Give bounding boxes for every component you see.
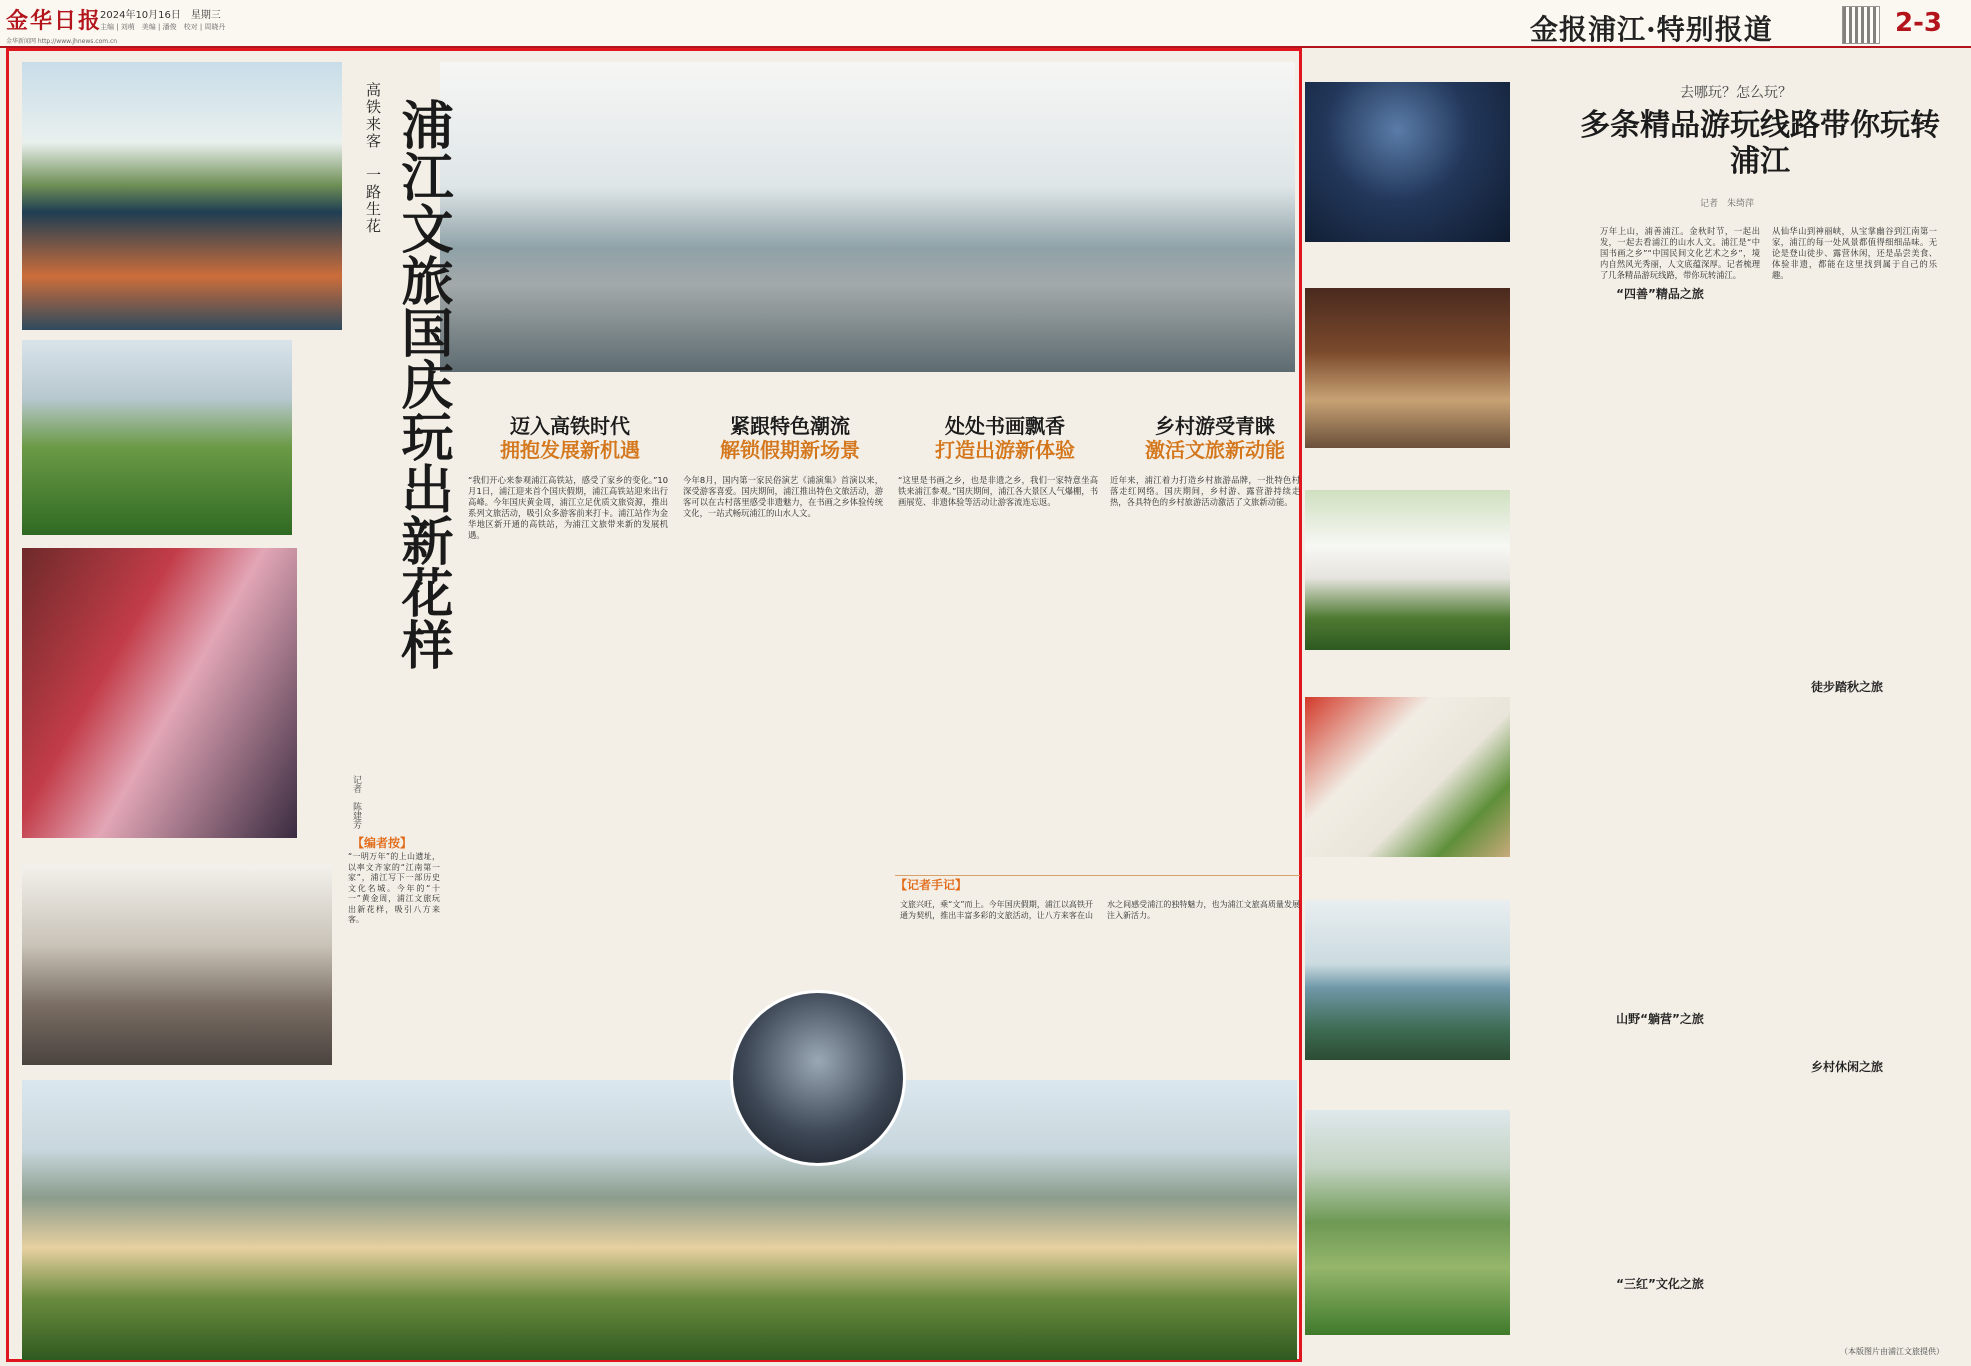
photo-pujiang-railway-station	[440, 62, 1295, 372]
section-title: 金报浦江·特别报道	[1530, 13, 1773, 46]
article-kicker: 高铁来客 一路生花	[364, 82, 382, 235]
main-headline: 浦江文旅国庆玩出新花样	[392, 98, 453, 670]
newspaper-logo: 金华日报	[6, 8, 103, 34]
editor-note-label: 【编者按】	[352, 836, 413, 850]
right-article-byline: 记者 朱绮萍	[1700, 199, 1755, 209]
right-body-column-b: 从仙华山到神丽峡，从宝掌幽谷到江南第一家，浦江的每一处风景都值得细细品味。无论是登山徒步、露营休闲，还是品尝美食、体验非遗，都能在这里找到属于自己的乐趣。	[1772, 226, 1937, 280]
photo-farmland-aerial	[1305, 1110, 1510, 1335]
route-subhead-3: “三红”文化之旅	[1616, 1277, 1704, 1291]
qr-code-icon	[1842, 6, 1880, 44]
section-head-3	[905, 414, 1105, 462]
photo-camping-tents	[1305, 490, 1510, 650]
section-head-1	[470, 414, 670, 462]
photo-costumed-performers	[22, 548, 297, 838]
body-text-column-2: 今年8月，国内第一家民俗演艺《浦演集》首演以来，深受游客喜爱。国庆期间，浦江推出特色文旅活动，游客可以在古村落里感受非遗魅力，在书画之乡体验传统文化，一站式畅玩浦江的山水人文。	[683, 475, 883, 518]
section-head-line2: 拥抱发展新机遇	[500, 438, 640, 462]
publication-date: 2024年10月16日 星期三	[100, 10, 221, 21]
section-head-2	[690, 414, 890, 462]
photo-ancestral-hall-interior	[1305, 288, 1510, 448]
editor-note-text: “一明万年”的上山遗址，以率文齐家的“江南第一家”，浦江写下一部历史文化名城。今年的“十一”黄金周，浦江文旅玩出新花样，吸引八方来客。	[348, 852, 440, 925]
route-subhead-2: 山野“躺营”之旅	[1616, 1012, 1704, 1026]
section-head-line2: 打造出游新体验	[935, 438, 1075, 462]
photo-city-panorama-pagoda	[22, 1080, 1297, 1360]
section-head-line2: 激活文旅新动能	[1145, 438, 1285, 462]
section-head-line1: 紧跟特色潮流	[730, 414, 850, 438]
photo-singer-circle	[730, 990, 906, 1166]
masthead	[0, 0, 1971, 48]
body-text-column-3: “这里是书画之乡，也是非遗之乡，我们一家特意坐高铁来浦江参观。”国庆期间，浦江各大景区人气爆棚，书画展览、非遗体验等活动让游客流连忘返。	[898, 475, 1098, 507]
photo-local-noodles	[1305, 697, 1510, 857]
website-url: 金华新闻网 http://www.jhnews.com.cn	[6, 38, 118, 45]
body-text-column-4: 近年来，浦江着力打造乡村旅游品牌，一批特色村落走红网络。国庆期间，乡村游、露营游持续走热，各具特色的乡村旅游活动激活了文旅新动能。	[1110, 475, 1300, 507]
right-body-column-a: 万年上山，浦善浦江。金秋时节，一起出发，一起去看浦江的山水人文。浦江是“中国书画之乡”“中国民间文化艺术之乡”，境内自然风光秀丽，人文底蕴深厚。记者梳理了几条精品游玩线路，带你玩转浦江。	[1600, 226, 1760, 280]
route-subhead-1: “四善”精品之旅	[1616, 287, 1704, 301]
reporter-note-text: 文旅兴旺，乘“文”而上。今年国庆假期，浦江以高铁开通为契机，推出丰富多彩的文旅活动，让八方来客在山水之间感受浦江的独特魅力，也为浦江文旅高质量发展注入新活力。	[900, 900, 1300, 920]
section-head-line2: 解锁假期新场景	[720, 438, 860, 462]
page-number: 2-3	[1895, 8, 1942, 38]
right-article-kicker: 去哪玩？怎么玩？	[1680, 85, 1792, 101]
photo-credit-footer: （本版图片由浦江文旅提供）	[1840, 1347, 1944, 1356]
section-head-4	[1115, 414, 1315, 462]
right-article-headline: 多条精品游玩线路带你玩转浦江	[1580, 108, 1940, 179]
photo-village-reflection	[22, 62, 342, 330]
reporter-note-label: 【记者手记】	[895, 878, 968, 892]
section-head-line1: 迈入高铁时代	[510, 414, 630, 438]
article-byline: 记者 陈建芳	[351, 775, 361, 829]
section-head-line1: 处处书画飘香	[945, 414, 1065, 438]
section-head-line1: 乡村游受青睐	[1155, 414, 1275, 438]
route-subhead-4: 徒步踏秋之旅	[1810, 680, 1883, 694]
route-subhead-5: 乡村休闲之旅	[1810, 1060, 1883, 1074]
body-text-column-1: “我们开心来参观浦江高铁站，感受了家乡的变化。”10月1日，浦江迎来首个国庆假期，浦江高铁站迎来出行高峰。今年国庆黄金周，浦江立足优质文旅资源，推出系列文旅活动，吸引众多游客前来打卡。浦江站作为金华地区新开通的高铁站，为浦江文旅带来新的发展机遇。	[468, 475, 668, 540]
photo-star-trails	[1305, 82, 1510, 242]
photo-tea-plantation	[22, 340, 292, 535]
editor-credits: 主编 | 刘萌 美编 | 潘俊 校对 | 周晓丹	[100, 23, 226, 31]
photo-ancient-hall	[22, 865, 332, 1065]
photo-lake-aerial	[1305, 900, 1510, 1060]
